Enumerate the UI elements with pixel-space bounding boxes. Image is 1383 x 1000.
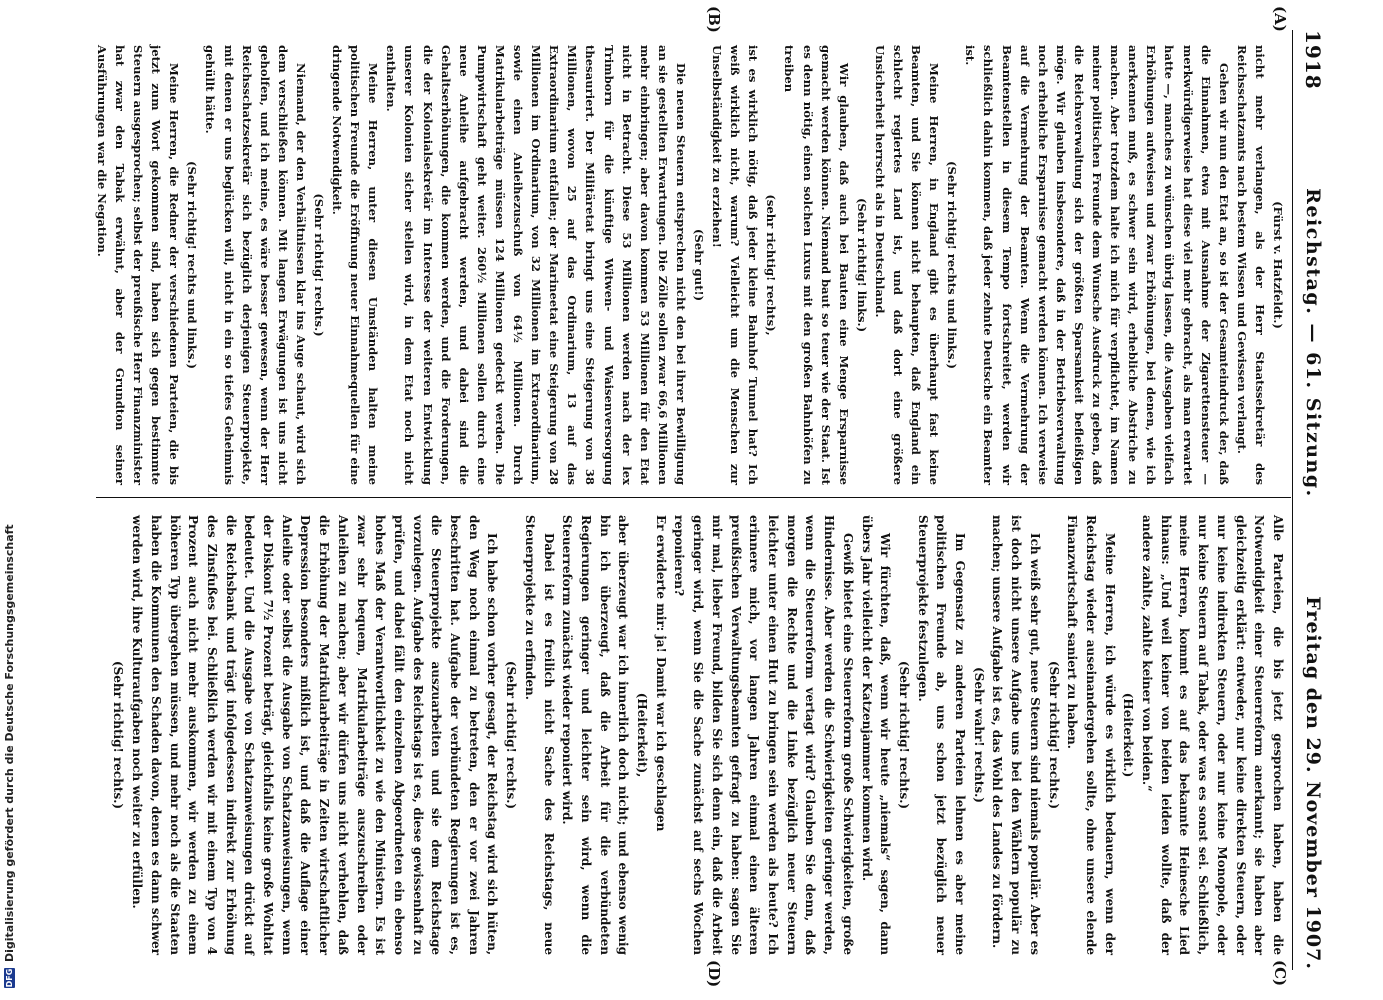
- paragraph: Ich habe schon vorher gesagt, der Reichstag wird sich hüten, den Weg noch einmal zu betreten, den er vor zwei Jahren beschritten hat. Aufgabe der verbündeten Regierungen ist es, die Steuerprojekte auszuarbeiten und sie dem Reichstage vorzulegen. Aufgabe des Reichstags ist es, diese gewissenhaft zu prüfen, und dabei fällt den einzelnen Abgeordneten ein ebenso hohes Maß der Verantwortlichkeit zu wie den Ministern. Es ist zwar sehr bequem, Matrikularbeiträge auszuschreiben oder Anleihen zu machen; aber wir dürfen uns nicht verhehlen, daß die Erhöhung der Matrikularbeiträge in Zeiten wirtschaftlicher Depression besonders mißlich ist, und daß die Auflage einer Anleihe oder selbst die Ausgabe von Schatzanweisungen, wenn der Diskont 7½ Prozent beträgt, gleichfalls keine große Wohltat bedeutet. Und die Ausgabe von Schatzanweisungen drückt auf die Reichsbank und trägt infolgedessen indirekt zur Erhöhung des Zinsfußes bei. Schließlich werden wir mit einem Typ von 4 Prozent auch nicht mehr auskommen, wir werden zu einem höheren Typ übergehen müssen, und mehr noch als die Staaten haben die Kommunen den Schaden davon, denen es dann schwer werden wird, ihre Kulturaufgaben noch weiter zu erfüllen.: [130, 515, 500, 955]
- stage-direction: (Sehr richtig! rechts.): [312, 193, 327, 337]
- margin-marker-a: (A): [1271, 6, 1289, 32]
- paragraph: Im Gegensatz zu anderen Parteien lehnen es aber meine politischen Freunde ab, uns schon jetzt bezüglich neuer Steuerprojekte festzulegen.: [915, 515, 968, 955]
- paragraph: Wir fürchten, daß, wenn wir heute „niemals“ sagen, dann übers Jahr vielleicht der Katzenjammer kommen wird.: [859, 515, 893, 955]
- paragraph: Meine Herren, ich würde es wirklich bedauern, wenn der Reichstag wieder auseinandergehen sollte, ohne unsere elende Finanzwirtschaft saniert zu haben.: [1065, 515, 1117, 955]
- paragraph: Die neuen Steuern entsprechen nicht den bei ihrer Bewilligung an sie gestellten Erwartungen. Die Zölle sollen zwar 66,6 Millionen mehr einbringen; aber davon kommen 53 Millionen für den Etat nicht in Betracht. Diese 53 Millionen werden nach der lex Trimborn für die künftige Witwen- und Waisenversorgung thesauriert. Der Militäretat bringt uns eine Steigerung von 38 Millionen, wovon 25 auf das Ordinarium, 13 auf das Extraordinarium entfallen; der Marineetat eine Steigerung von 28 Millionen im Ordinarium, von 32 Millionen im Extraordinarium, sowie einen Anleihezuschuß von 64½ Millionen. Durch Matrikularbeiträge müssen 124 Millionen gedeckt werden. Die Pumpwirtschaft geht weiter. 260½ Millionen sollen durch eine neue Anleihe aufgebracht werden, und dabei sind die Gehaltserhöhungen, die kommen werden, und die Forderungen, die der Kolonialsekretär im Interesse der weiteren Entwicklung unserer Kolonien sicher stellen wird, in dem Etat noch nicht enthalten.: [384, 45, 688, 485]
- stage-direction: (Sehr richtig! rechts und links.): [185, 160, 200, 369]
- header-rule: [1292, 30, 1293, 970]
- dfg-logo: DFG: [5, 968, 14, 988]
- stage-direction: (Heiterkeit.): [1121, 692, 1136, 778]
- stage-direction: (Fürst v. Hatzfeldt.): [1271, 201, 1285, 329]
- margin-marker-c: (C): [1271, 960, 1289, 987]
- paragraph: Wir glauben, daß auch bei Bauten eine Menge Ersparnisse gemacht werden können. Niemand baut so teuer wie der Staat. Ist es denn nötig, einen solchen Luxus mit den großen Bahnhöfen zu treiben: [782, 45, 851, 485]
- margin-marker-b: (B): [705, 6, 723, 33]
- running-header: [1295, 30, 1331, 970]
- paragraph: Meine Herren, unter diesen Umständen halten meine politischen Freunde die Eröffnung neuer Einnahmequellen für eine dringende Notwendigkeit.: [330, 45, 381, 485]
- paragraph: Dabei ist es freilich nicht Sache des Reichstags, neue Steuerprojekte zu erfinden.: [522, 515, 556, 955]
- paragraph: aber überzeugt war ich innerlich doch nicht; und ebenso wenig bin ich überzeugt, daß die Arbeit für die verbündeten Regierungen geringer und leichter sein wird, wenn die Steuerreform zunächst wieder reponiert wird.: [560, 515, 631, 955]
- paragraph: Meine Herren, in England gibt es überhaupt fast keine Beamten, und Sie können nicht behaupten, daß England ein schlecht regiertes Land ist, und daß dort eine größere Unsicherheit herrscht als in Deutschland.: [872, 45, 942, 485]
- stage-direction: (Sehr richtig! rechts und links.): [945, 160, 960, 369]
- paragraph: Alle Parteien, die bis jetzt gesprochen haben, haben die Notwendigkeit einer Steuerreform anerkannt; sie haben aber gleichzeitig erklärt: entweder, nur keine direkten Steuern, oder nur keine indirekten Steuern, oder nur keine Monopole, oder nur keine Steuern auf Tabak, oder was es sonst sei. Schließlich, meine Herren, kommt es auf das bekannte Heinesche Lied hinaus: „Und weil keiner von beiden leiden wollte, daß der andere zahlte, zahlte keiner von beiden.“: [1140, 515, 1285, 955]
- page-number: 1918: [1301, 30, 1325, 90]
- stage-direction: (Heiterkeit),: [635, 692, 650, 778]
- margin-marker-d: (D): [705, 960, 723, 988]
- header-title: Reichstag. — 61. Sitzung.: [1302, 188, 1324, 498]
- left-column: [93, 45, 1287, 485]
- paragraph: Er erwiderte mir: ja! Damit war ich geschlagen: [653, 515, 668, 832]
- paragraph: Meine Herren, die Redner der verschiedenen Parteien, die bis jetzt zum Wort gekommen sind, haben sich gegen bestimmte Steuern ausgesprochen; selbst der preußische Herr Finanzminister hat zwar den Tabak erwähnt, aber der Grundton seiner Ausführungen war die Negation.: [94, 45, 182, 485]
- header-date: Freitag den 29. November 1907.: [1302, 596, 1324, 970]
- stage-direction: (Sehr gut!): [692, 228, 706, 302]
- stage-direction: (Sehr richtig! links.): [854, 197, 869, 333]
- paragraph: nicht mehr verlangen, als der Herr Staatssekretär des Reichsschatzamts nach bestem Wissen und Gewissen verlangt.: [1234, 45, 1267, 485]
- credit-text: Digitalisierung gefördert durch die Deutsche Forschungsgemeinschaft: [3, 524, 16, 962]
- right-column: [109, 515, 1287, 955]
- paragraph: Ich weiß sehr gut, neue Steuern sind niemals populär. Aber es ist doch nicht unsere Aufgabe uns bei den Wählern populär zu machen; unsere Aufgabe ist es, das Wohl des Landes zu fördern.: [990, 515, 1042, 955]
- paragraph: Niemand, der den Verhältnissen klar ins Auge schaut, wird sich dem verschließen können. Mit langen Erwägungen ist uns nicht geholfen, und ich meine, es wäre besser gewesen, wenn der Herr Reichsschatzsekretär sich bezüglich derjenigen Steuerprojekte, mit denen er uns beglücken will, nicht in ein so tiefes Geheimnis gehüllt hätte.: [203, 45, 308, 485]
- stage-direction: (Sehr richtig! rechts.): [111, 660, 126, 810]
- stage-direction: (Sehr richtig! rechts.): [1046, 660, 1061, 810]
- stage-direction: (Sehr wahr! rechts.): [971, 667, 986, 803]
- paragraph: ist es wirklich nötig, daß jeder kleine Bahnhof Tunnel hat? Ich weiß wirklich nicht, warum? Vielleicht um die Menschen zur Unselbständigkeit zu erziehen!: [710, 45, 761, 485]
- paragraph: Gewiß bietet eine Steuerreform große Schwierigkeiten, große Hindernisse. Aber werden die Schwierigkeiten geringer werden, wenn die Steuerreform vertagt wird? Glauben Sie denn, daß morgen die Rechte und die Linke bezüglich neuer Steuern leichter unter einen Hut zu bringen sein werden als heute? Ich erinnere mich, vor langen Jahren einmal einen älteren preußischen Verwaltungsbeamten gefragt zu haben: sagen Sie mir mal, lieber Freund, bilden Sie sich denn ein, daß die Arbeit geringer wird, wenn Sie die Sache zunächst auf sechs Wochen reponieren?: [672, 515, 855, 955]
- column-divider: [96, 497, 1291, 498]
- paragraph: Gehen wir nun den Etat an, so ist der Gesamteindruck der, daß die Einnahmen, etwa mit Ausnahme der Zigarettensteuer — merkwürdigerweise hat diese viel mehr gebracht, als man erwartet hatte —, manches zu wünschen übrig lassen, die Ausgaben vielfach Erhöhungen aufweisen und zwar Erhöhungen, bei denen, wie ich anerkennen muß, es schwer sein wird, erhebliche Abstriche zu machen. Aber trotzdem halte ich mich für verpflichtet, im Namen meiner politischen Freunde dem Wunsche Ausdruck zu geben, daß die Reichsverwaltung sich der größten Sparsamkeit befleißigen möge. Wir glauben insbesondere, daß in der Betriebsverwaltung noch erhebliche Ersparnisse gemacht werden können. Ich verweise auf die Vermehrung der Beamten. Wenn die Vermehrung der Beamtenstellen in diesem Tempo fortschreitet, werden wir schließlich dahin kommen, daß jeder zehnte Deutsche ein Beamter ist.: [963, 45, 1231, 485]
- stage-direction: (Sehr richtig! rechts.): [504, 660, 519, 810]
- stage-direction: (sehr richtig! rechts),: [764, 194, 779, 336]
- stage-direction: (Sehr richtig! rechts.): [896, 660, 911, 810]
